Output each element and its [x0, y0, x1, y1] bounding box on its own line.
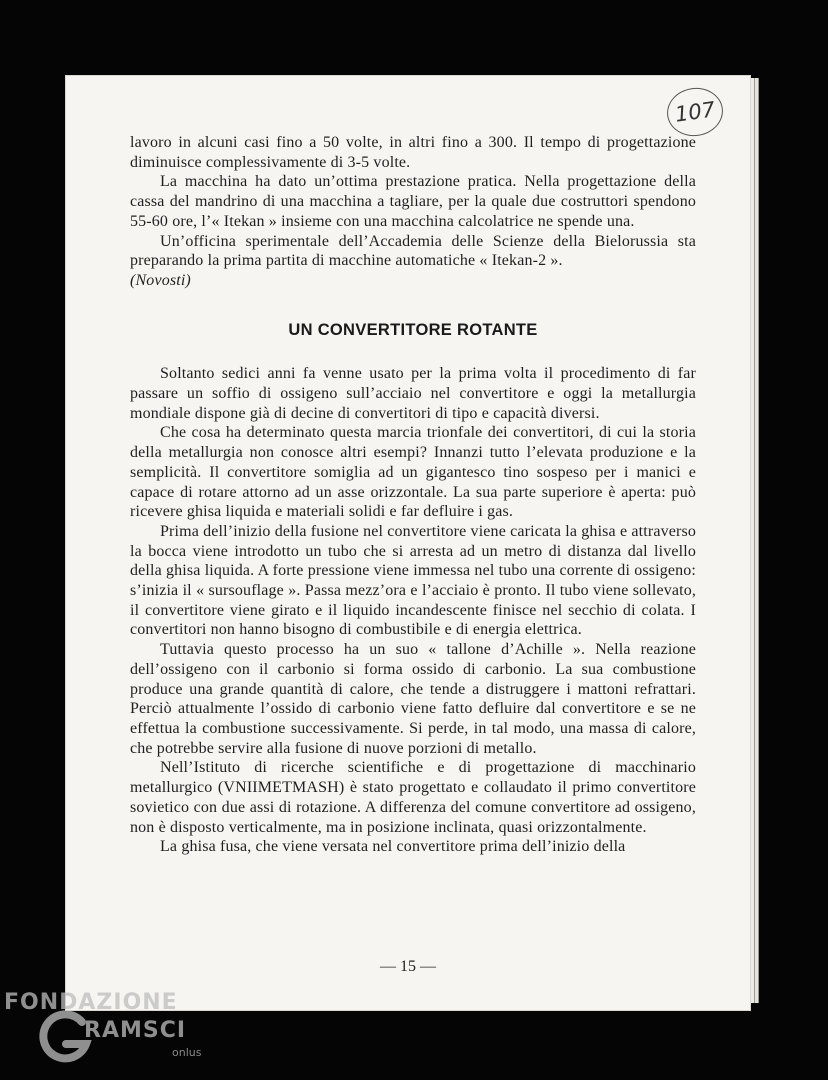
paragraph: Un’officina sperimentale dell’Accademia delle Scienze della Bielorussia sta preparando la prima partita di macchine automatiche « Itekan-2 ». [130, 232, 696, 270]
page-folio: — 15 — [380, 958, 436, 975]
paragraph: Tuttavia questo processo ha un suo « tallone d’Achille ». Nella reazione dell’ossigeno con il carbonio si forma ossido di carbonio. La sua combustione produce una grande quantità di calore, che tende a distruggere i mattoni refrattari. Perciò attualmente l’ossido di carbonio viene fatto defluire dal convertitore e se ne effettua la combustione successivamente. Si perde, in tal modo, una massa di calore, che potrebbe servire alla fusione di nuove porzioni di metallo. [130, 641, 696, 757]
paragraph: lavoro in alcuni casi fino a 50 volte, in altri fino a 300. Il tempo di progettazione diminuisce complessivamente di 3-5 volte. [130, 134, 696, 171]
paragraph: Soltanto sedici anni fa venne usato per la prima volta il procedimento di far passare un soffio di ossigeno sull’acciaio nel convertitore e oggi la metallurgia mondiale dispone già di decine di convertitori di tipo e capacità diversi. [130, 365, 696, 422]
watermark-sub: onlus [172, 1046, 202, 1059]
source-credit: (Novosti) [130, 271, 191, 289]
page-body [130, 133, 696, 857]
watermark-line2: RAMSCI [84, 1018, 187, 1043]
watermark-logo [4, 990, 209, 1072]
paragraph: Nell’Istituto di ricerche scientifiche e di progettazione di macchinario metallurgico (VNIIMETMASH) è stato progettato e collaudato il primo convertitore sovietico con due assi di rotazione. A differenza del comune convertitore ad ossigeno, non è disposto verticalmente, ma in posizione inclinata, quasi orizzontalmente. [130, 759, 696, 836]
handwritten-page-number-text: 107 [673, 97, 717, 127]
paragraph: Che cosa ha determinato questa marcia trionfale dei convertitori, di cui la storia della metallurgia non conosce altri esempi? Innanzi tutto l’elevata produzione e la semplicità. Il convertitore somiglia ad un gigantesco tino sospeso per i manici e capace di rotare attorno ad un asse orizzontale. La sua parte superiore è aperta: può ricevere ghisa liquida e materiali solidi e far defluire i gas. [130, 424, 696, 521]
paragraph: La macchina ha dato un’ottima prestazione pratica. Nella progettazione della cassa del mandrino di una macchina a tagliare, per la quale due costruttori spendono 55-60 ore, l’« Itekan » insieme con una macchina calcolatrice ne spende una. [130, 173, 696, 230]
article-title: UN CONVERTITORE ROTANTE [288, 320, 538, 339]
paragraph: La ghisa fusa, che viene versata nel convertitore prima dell’inizio della [160, 838, 626, 856]
paragraph: Prima dell’inizio della fusione nel convertitore viene caricata la ghisa e attraverso la bocca viene introdotto un tubo che si arresta ad un metro di distanza dal livello della ghisa liquida. A forte pressione viene immessa nel tubo una corrente di ossigeno: s’inizia il « sursouflage ». Passa mezz’ora e l’acciaio è pronto. Il tubo viene sollevato, il convertitore viene girato e il liquido incandescente finisce nel secchio di colata. I convertitori non hanno bisogno di combustibile e di energia elettrica. [130, 522, 696, 639]
watermark-line1: FONDAZIONE [4, 990, 178, 1015]
